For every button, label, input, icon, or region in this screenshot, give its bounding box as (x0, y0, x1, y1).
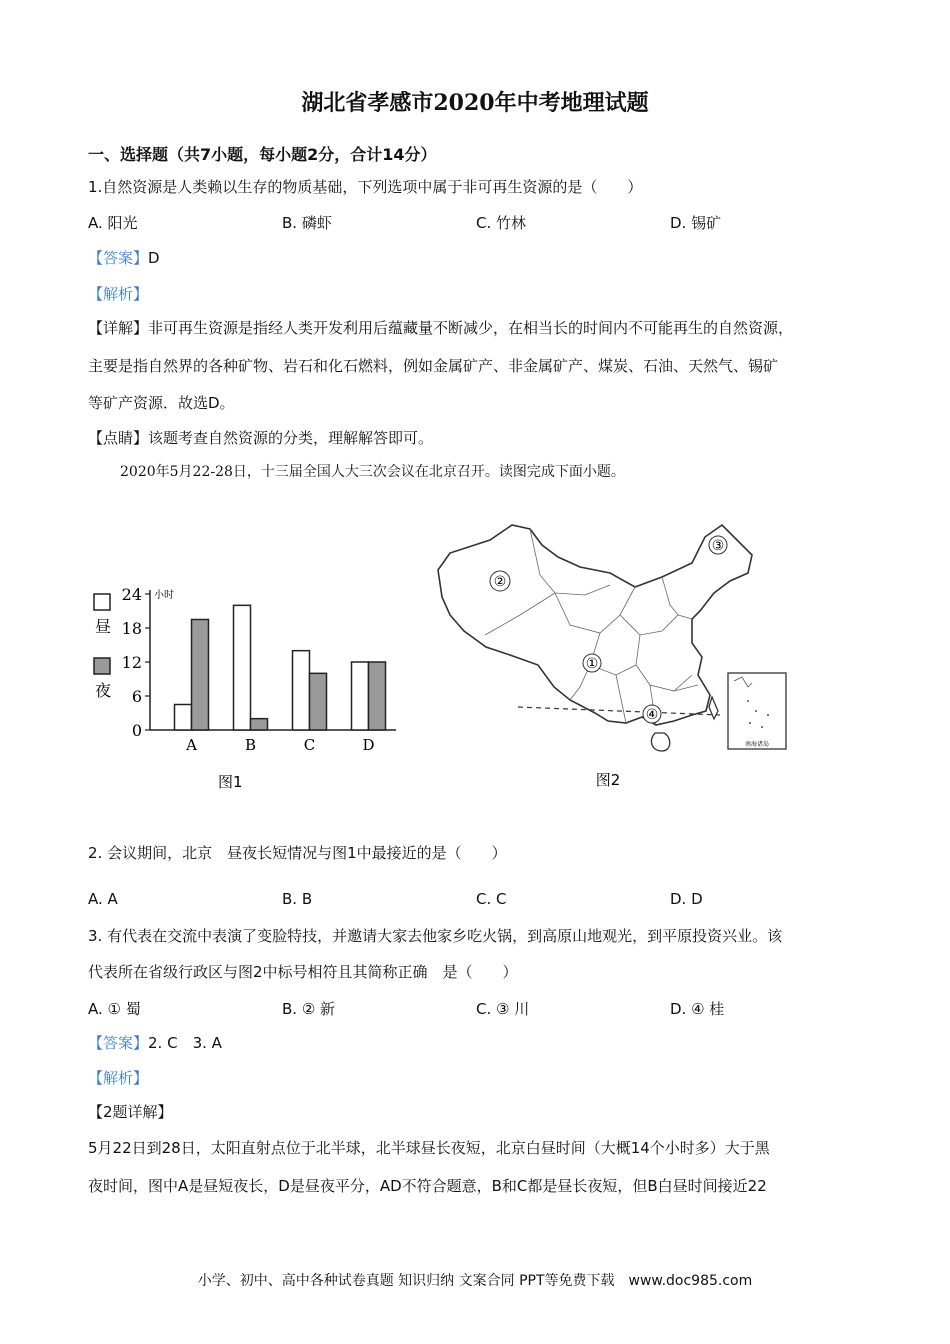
china-outline (438, 525, 752, 725)
q2-option-d: D. D (670, 890, 703, 908)
q3-option-b: B. ② 新 (282, 1000, 336, 1018)
y-axis-unit: 小时 (154, 590, 174, 601)
q1-comment: 【点睛】该题考查自然资源的分类，理解解答即可。 (88, 429, 434, 447)
page-footer: 小学、初中、高中各种试卷真题 知识归纳 文案合同 PPT等免费下载 www.doc985.com (197, 1273, 753, 1289)
y-tick-label: 0 (131, 721, 142, 740)
q1-option-a: A. 阳光 (88, 214, 138, 232)
q1-option-d: D. 锡矿 (670, 214, 722, 232)
answer-value: 2. C 3. A (148, 1034, 222, 1052)
q2-option-c: C. C (476, 890, 507, 908)
q3-option-a: A. ① 蜀 (88, 1000, 141, 1018)
figure-1-chart (88, 580, 408, 810)
figure-2-caption: 图2 (595, 771, 621, 789)
q3-answer (88, 1033, 222, 1053)
marker-4: ④ (645, 707, 659, 723)
q2-option-a: A. A (88, 890, 118, 908)
q3-option-c: C. ③ 川 (476, 1000, 530, 1018)
bar-night (310, 673, 327, 730)
q3-option-d: D. ④ 桂 (670, 1000, 725, 1018)
y-tick-label: 18 (121, 619, 142, 638)
bar-day (352, 662, 369, 730)
marker-2: ② (493, 574, 507, 590)
bar-night (251, 719, 268, 730)
q2-detail-line-1: 5月22日到28日，太阳直射点位于北半球，北半球昼长夜短，北京白昼时间（大概14个小时多）大于黑 (88, 1139, 770, 1157)
y-tick-label: 12 (121, 653, 142, 672)
answer-tag: 【答案】 (88, 1034, 149, 1052)
bar-night (192, 620, 209, 731)
marker-3: ③ (711, 538, 725, 554)
x-tick-label: B (244, 736, 257, 754)
legend-night-swatch (94, 658, 110, 674)
q2-detail-line-2: 夜时间，图中A是昼短夜长，D是昼夜平分，AD不符合题意，B和C都是昼长夜短，但B白昼时间接近22 (88, 1177, 767, 1195)
y-tick-label: 24 (121, 585, 142, 604)
bar-day (234, 605, 251, 730)
bar-day (293, 651, 310, 730)
inset-label: 南海诸岛 (744, 741, 770, 748)
q3-analysis-tag: 【解析】 (88, 1069, 149, 1087)
q1-detail-line-2: 主要是指自然界的各种矿物、岩石和化石燃料，例如金属矿产、非金属矿产、煤炭、石油、天然气、锡矿 (88, 357, 779, 375)
y-tick-label: 6 (131, 687, 142, 706)
bar-day (175, 705, 192, 731)
q1-detail-line-1: 【详解】非可再生资源是指经人类开发利用后蕴藏量不断减少，在相当长的时间内不可能再生的自然资源， (88, 319, 794, 337)
hainan-island (651, 733, 669, 751)
x-tick-label: A (186, 736, 197, 754)
q1-option-b: B. 磷虾 (282, 214, 332, 232)
question-1-stem: 1.自然资源是人类赖以生存的物质基础，下列选项中属于非可再生资源的是（ ） (88, 178, 643, 196)
q1-option-c: C. 竹林 (476, 214, 527, 232)
x-tick-label: C (303, 736, 316, 754)
taiwan-island (709, 697, 718, 719)
page-title: 湖北省孝感市2020年中考地理试题 (301, 90, 649, 116)
legend-day-swatch (94, 594, 110, 610)
intro-text: 2020年5月22-28日，十三届全国人大三次会议在北京召开。读图完成下面小题。 (120, 464, 625, 480)
q1-answer (88, 248, 160, 268)
q1-analysis-tag: 【解析】 (88, 285, 149, 303)
question-3-stem-line-2: 代表所在省级行政区与图2中标号相符且其简称正确 是（ ） (88, 963, 518, 981)
bar-night (369, 662, 386, 730)
q1-detail-line-3: 等矿产资源．故选D。 (88, 394, 235, 412)
q2-detail-heading: 【2题详解】 (88, 1103, 173, 1121)
q2-option-b: B. B (282, 890, 313, 908)
x-tick-label: D (362, 736, 375, 754)
legend-day-label: 昼 (95, 617, 112, 636)
answer-tag: 【答案】 (88, 249, 149, 267)
question-3-stem-line-1: 3. 有代表在交流中表演了变脸特技，并邀请大家去他家乡吃火锅，到高原山地观光，到平原投资兴业。该 (88, 927, 783, 945)
question-2-stem: 2. 会议期间，北京 昼夜长短情况与图1中最接近的是（ ） (88, 844, 507, 862)
figure-1-caption: 图1 (218, 773, 243, 791)
legend-night-label: 夜 (95, 681, 112, 700)
figure-2-map (430, 515, 805, 795)
answer-value: D (148, 249, 160, 267)
section-heading: 一、选择题（共7小题，每小题2分，合计14分） (88, 145, 437, 164)
marker-1: ① (585, 656, 599, 672)
